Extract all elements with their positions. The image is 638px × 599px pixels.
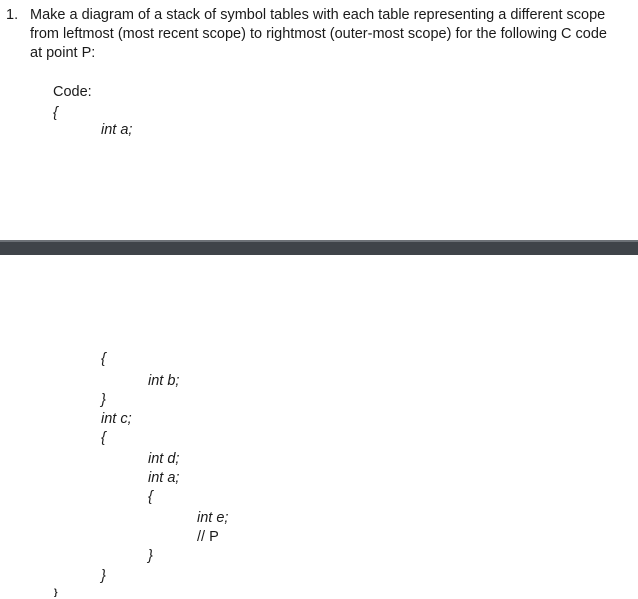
question-line-3: at point P:: [30, 45, 96, 61]
code-int-a-outer: int a;: [101, 122, 133, 138]
outer-open-brace: {: [53, 105, 58, 121]
page-divider: [0, 240, 638, 255]
question-line-1: Make a diagram of a stack of symbol tables with each table representing a different scope: [30, 7, 606, 23]
code-int-b: int b;: [148, 373, 180, 389]
question-line-2: from leftmost (most recent scope) to rightmost (outer-most scope) for the following C code: [30, 26, 607, 42]
question-number: 1.: [6, 7, 19, 23]
outer-close-brace: }: [54, 587, 58, 597]
code-int-d: int d;: [148, 451, 180, 467]
block1-close-brace: }: [101, 392, 106, 408]
block2-open-brace: {: [101, 430, 106, 446]
block3-open-brace: {: [148, 489, 153, 505]
block3-close-brace: }: [148, 548, 153, 564]
code-point-p: // P: [197, 529, 219, 545]
block1-open-brace: {: [101, 351, 106, 367]
block2-close-brace: }: [101, 568, 106, 584]
code-int-a-inner: int a;: [148, 470, 180, 486]
code-int-c: int c;: [101, 411, 132, 427]
code-int-e: int e;: [197, 510, 229, 526]
code-label: Code:: [53, 84, 92, 100]
